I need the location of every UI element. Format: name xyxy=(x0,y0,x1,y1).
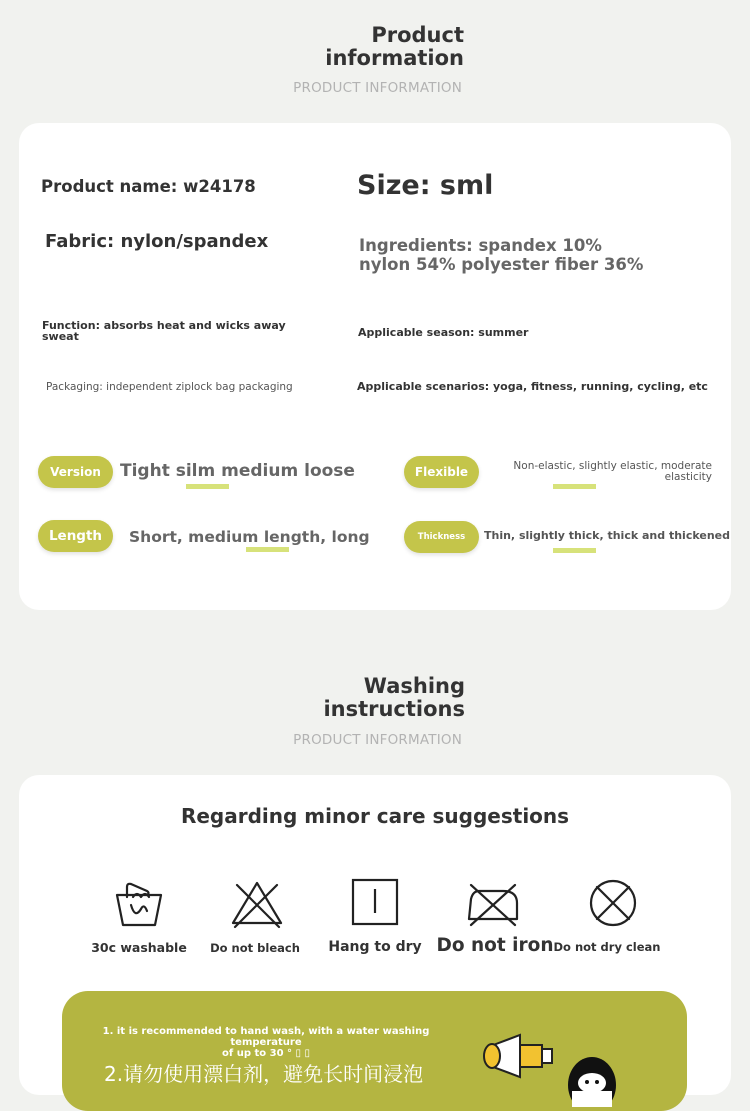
section-subtitle: PRODUCT INFORMATION xyxy=(293,732,462,748)
product-info-card xyxy=(19,123,731,610)
section-title-line1: Product xyxy=(371,23,464,47)
product-fabric: Fabric: nylon/spandex xyxy=(45,231,269,252)
tip-1-line2: of up to 30 ° ▯ ▯ xyxy=(222,1048,310,1059)
section-title-washing xyxy=(323,675,465,721)
version-value: Tight silm medium loose xyxy=(120,461,355,481)
no-bleach-icon xyxy=(229,875,285,931)
thickness-underline xyxy=(553,548,596,553)
product-size: Size: sml xyxy=(357,170,494,201)
no-iron-icon xyxy=(465,875,521,931)
thickness-value: Thin, slightly thick, thick and thickened xyxy=(484,529,730,542)
section-title-product-info xyxy=(325,24,464,70)
care-label-hand-wash: 30c washable xyxy=(91,940,187,955)
flexible-line2: elasticity xyxy=(664,471,712,483)
care-card xyxy=(19,775,731,1095)
product-ingredients xyxy=(359,236,643,274)
hand-wash-icon xyxy=(111,875,167,931)
product-function xyxy=(42,320,286,342)
product-name: Product name: w24178 xyxy=(41,177,256,196)
care-label-no-bleach: Do not bleach xyxy=(210,941,300,955)
length-value: Short, medium length, long xyxy=(129,528,370,546)
avatar xyxy=(562,1047,622,1107)
ingredients-line1: Ingredients: spandex 10% xyxy=(359,236,602,255)
ingredients-line2: nylon 54% polyester fiber 36% xyxy=(359,255,644,274)
megaphone-icon xyxy=(480,1021,575,1091)
length-underline xyxy=(246,547,289,552)
version-badge: Version xyxy=(38,456,113,488)
product-season: Applicable season: summer xyxy=(358,326,529,339)
version-underline xyxy=(186,484,229,489)
care-label-hang-dry: Hang to dry xyxy=(328,939,422,955)
product-packaging: Packaging: independent ziplock bag packaging xyxy=(46,381,293,393)
care-label-no-dry-clean: Do not dry clean xyxy=(553,940,661,954)
tip-1 xyxy=(66,1026,466,1059)
function-line2: sweat xyxy=(42,330,79,343)
care-label-no-iron: Do not iron xyxy=(436,935,554,956)
care-heading: Regarding minor care suggestions xyxy=(180,804,570,828)
section-title-line2: instructions xyxy=(323,697,465,721)
section-subtitle: PRODUCT INFORMATION xyxy=(293,80,462,96)
flexible-underline xyxy=(553,484,596,489)
thickness-badge: Thickness xyxy=(404,521,479,553)
flexible-value xyxy=(513,461,712,483)
function-line1: Function: absorbs heat and wicks away xyxy=(42,319,286,332)
hang-dry-icon xyxy=(347,875,403,931)
length-badge: Length xyxy=(38,520,113,552)
tip-1-line1: 1. it is recommended to hand wash, with a water washing temperature xyxy=(102,1026,430,1048)
tips-banner xyxy=(62,991,687,1111)
product-scenarios: Applicable scenarios: yoga, fitness, running, cycling, etc xyxy=(357,380,708,393)
tip-2: 2.请勿使用漂白剂，避免长时间浸泡 xyxy=(104,1062,424,1086)
section-title-line1: Washing xyxy=(363,674,465,698)
section-title-line2: information xyxy=(325,46,464,70)
flexible-line1: Non-elastic, slightly elastic, moderate xyxy=(513,460,712,472)
no-dry-clean-icon xyxy=(585,875,641,931)
flexible-badge: Flexible xyxy=(404,456,479,488)
